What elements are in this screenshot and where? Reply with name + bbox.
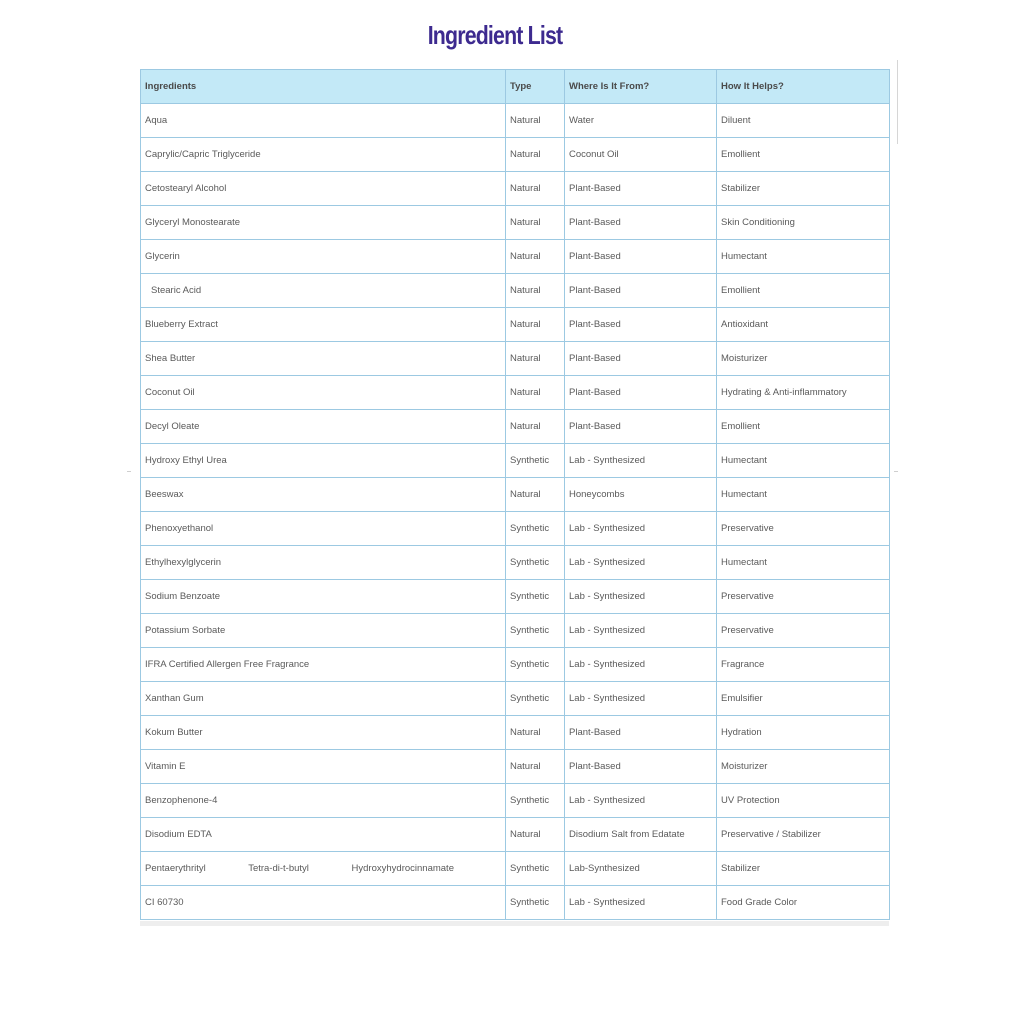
cell-ingredient: Beeswax: [141, 478, 506, 512]
cell-ingredient: Coconut Oil: [141, 376, 506, 410]
cell-type: Natural: [506, 308, 565, 342]
cell-ingredient: Caprylic/Capric Triglyceride: [141, 138, 506, 172]
cell-type: Synthetic: [506, 886, 565, 920]
cell-source: Water: [565, 104, 717, 138]
cell-benefit: Fragrance: [717, 648, 890, 682]
cell-source: Plant-Based: [565, 206, 717, 240]
cell-source: Lab - Synthesized: [565, 886, 717, 920]
cell-type: Natural: [506, 342, 565, 376]
cell-ingredient: IFRA Certified Allergen Free Fragrance: [141, 648, 506, 682]
cell-type: Natural: [506, 240, 565, 274]
cell-benefit: Preservative / Stabilizer: [717, 818, 890, 852]
cell-benefit: Humectant: [717, 444, 890, 478]
cell-ingredient: Disodium EDTA: [141, 818, 506, 852]
cell-source: Disodium Salt from Edatate: [565, 818, 717, 852]
cell-benefit: Preservative: [717, 512, 890, 546]
cell-type: Natural: [506, 138, 565, 172]
cell-type: Natural: [506, 716, 565, 750]
cell-ingredient: Benzophenone-4: [141, 784, 506, 818]
cell-benefit: Emulsifier: [717, 682, 890, 716]
cell-source: Lab - Synthesized: [565, 614, 717, 648]
ingredient-table-container: [140, 69, 889, 920]
cell-benefit: Emollient: [717, 274, 890, 308]
cell-benefit: Moisturizer: [717, 750, 890, 784]
cell-benefit: Moisturizer: [717, 342, 890, 376]
table-row: [141, 580, 890, 614]
cell-type: Natural: [506, 376, 565, 410]
page-title: Ingredient List: [427, 20, 563, 50]
cell-ingredient: Blueberry Extract: [141, 308, 506, 342]
cell-type: Natural: [506, 206, 565, 240]
cell-type: Natural: [506, 818, 565, 852]
table-row: [141, 274, 890, 308]
cell-benefit: Humectant: [717, 478, 890, 512]
cell-type: Natural: [506, 478, 565, 512]
cell-benefit: Antioxidant: [717, 308, 890, 342]
cell-benefit: Preservative: [717, 614, 890, 648]
cell-benefit: Skin Conditioning: [717, 206, 890, 240]
cell-benefit: Humectant: [717, 546, 890, 580]
cell-type: Natural: [506, 410, 565, 444]
divider: [894, 471, 898, 472]
cell-benefit: Emollient: [717, 138, 890, 172]
cell-type: Synthetic: [506, 648, 565, 682]
cell-source: Plant-Based: [565, 750, 717, 784]
cell-type: Synthetic: [506, 546, 565, 580]
cell-source: Plant-Based: [565, 376, 717, 410]
table-row: [141, 240, 890, 274]
table-row: [141, 852, 890, 886]
table-row: [141, 886, 890, 920]
table-row: [141, 512, 890, 546]
table-row: [141, 206, 890, 240]
cell-type: Synthetic: [506, 682, 565, 716]
table-row: [141, 682, 890, 716]
cell-benefit: UV Protection: [717, 784, 890, 818]
cell-source: Lab - Synthesized: [565, 648, 717, 682]
table-row: [141, 716, 890, 750]
cell-type: Synthetic: [506, 444, 565, 478]
cell-benefit: Hydration: [717, 716, 890, 750]
cell-ingredient: Phenoxyethanol: [141, 512, 506, 546]
table-row: [141, 546, 890, 580]
header-type: Type: [506, 70, 565, 104]
ingredient-table: [140, 69, 890, 920]
table-row: [141, 818, 890, 852]
cell-ingredient: Glyceryl Monostearate: [141, 206, 506, 240]
cell-source: Coconut Oil: [565, 138, 717, 172]
cell-type: Natural: [506, 104, 565, 138]
cell-ingredient: Xanthan Gum: [141, 682, 506, 716]
cell-benefit: Preservative: [717, 580, 890, 614]
table-row: [141, 750, 890, 784]
cell-type: Natural: [506, 172, 565, 206]
table-row: [141, 342, 890, 376]
cell-source: Lab - Synthesized: [565, 512, 717, 546]
cell-ingredient: Glycerin: [141, 240, 506, 274]
header-ingredients: Ingredients: [141, 70, 506, 104]
cell-benefit: Diluent: [717, 104, 890, 138]
table-row: [141, 648, 890, 682]
table-row: [141, 172, 890, 206]
cell-ingredient: Pentaerythrityl Tetra-di-t-butyl Hydroxyhydrocinnamate: [141, 852, 506, 886]
cell-type: Synthetic: [506, 580, 565, 614]
table-row: [141, 376, 890, 410]
divider: [127, 471, 131, 472]
cell-benefit: Emollient: [717, 410, 890, 444]
cell-source: Plant-Based: [565, 410, 717, 444]
table-row: [141, 784, 890, 818]
header-benefit: How It Helps?: [717, 70, 890, 104]
cell-source: Lab - Synthesized: [565, 784, 717, 818]
table-row: [141, 444, 890, 478]
cell-benefit: Hydrating & Anti-inflammatory: [717, 376, 890, 410]
cell-ingredient: CI 60730: [141, 886, 506, 920]
cell-source: Lab-Synthesized: [565, 852, 717, 886]
cell-benefit: Stabilizer: [717, 172, 890, 206]
cell-source: Plant-Based: [565, 342, 717, 376]
table-row: [141, 104, 890, 138]
header-source: Where Is It From?: [565, 70, 717, 104]
cell-type: Synthetic: [506, 512, 565, 546]
cell-type: Synthetic: [506, 614, 565, 648]
cell-source: Lab - Synthesized: [565, 546, 717, 580]
divider: [897, 60, 898, 144]
table-row: [141, 308, 890, 342]
cell-ingredient: Aqua: [141, 104, 506, 138]
table-row: [141, 138, 890, 172]
cell-benefit: Humectant: [717, 240, 890, 274]
cell-ingredient: Stearic Acid: [141, 274, 506, 308]
cell-source: Plant-Based: [565, 274, 717, 308]
cell-ingredient: Kokum Butter: [141, 716, 506, 750]
cell-source: Lab - Synthesized: [565, 580, 717, 614]
cell-ingredient: Potassium Sorbate: [141, 614, 506, 648]
cell-type: Natural: [506, 750, 565, 784]
table-body: [141, 104, 890, 920]
cell-source: Lab - Synthesized: [565, 682, 717, 716]
cell-ingredient: Sodium Benzoate: [141, 580, 506, 614]
cell-ingredient: Vitamin E: [141, 750, 506, 784]
cell-source: Plant-Based: [565, 716, 717, 750]
cell-type: Synthetic: [506, 852, 565, 886]
cell-type: Synthetic: [506, 784, 565, 818]
table-row: [141, 410, 890, 444]
cell-ingredient: Cetostearyl Alcohol: [141, 172, 506, 206]
cell-source: Plant-Based: [565, 240, 717, 274]
cell-source: Lab - Synthesized: [565, 444, 717, 478]
cell-source: Plant-Based: [565, 172, 717, 206]
table-footer-shadow: [140, 921, 889, 926]
table-header-row: [141, 70, 890, 104]
cell-ingredient: Decyl Oleate: [141, 410, 506, 444]
cell-ingredient: Shea Butter: [141, 342, 506, 376]
cell-source: Honeycombs: [565, 478, 717, 512]
cell-source: Plant-Based: [565, 308, 717, 342]
cell-benefit: Stabilizer: [717, 852, 890, 886]
cell-benefit: Food Grade Color: [717, 886, 890, 920]
cell-ingredient: Hydroxy Ethyl Urea: [141, 444, 506, 478]
cell-type: Natural: [506, 274, 565, 308]
table-row: [141, 614, 890, 648]
cell-ingredient: Ethylhexylglycerin: [141, 546, 506, 580]
table-row: [141, 478, 890, 512]
